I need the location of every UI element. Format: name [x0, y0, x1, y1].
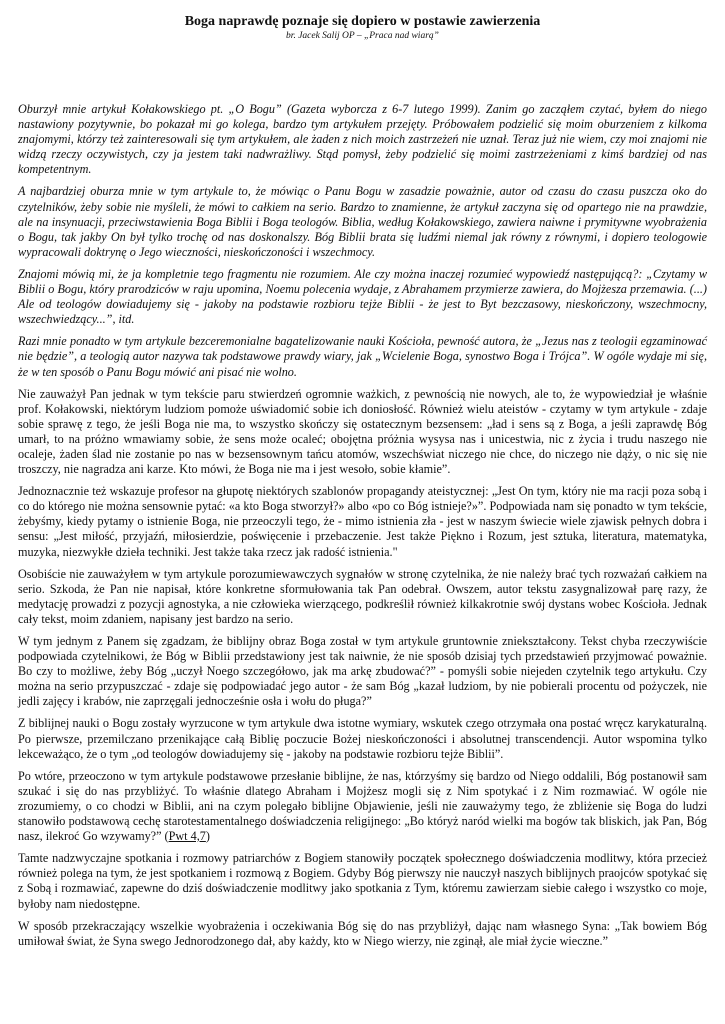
- paragraph-answer-1: Nie zauważył Pan jednak w tym tekście paru stwierdzeń ogromnie ważkich, z pewnością nie nowych, ale to, że wypowiedział je właśnie prof. Kołakowski, niektórym ludziom pomoże uświadomić sobie ich doniosłość. Również wielu ateistów - czytamy w tym artykule - zdaje sobie sprawę z tego, że jeśli Boga nie ma, to wszystko skończy się ostatecznym bezsensem: „ład i sens są z Boga, a jeśli zaprawdę Bóg umarł, to na próżno wmawiamy sobie, że sens może ocaleć; obojętna próżnia wysysa nas i unicestwia, nic z życia i trudu naszego nie ocaleje, żaden ślad nie zostanie po nas w bezsensownym tańcu atomów, wszechświat niczego nie chce, do niczego nie dąży, o nic się nie troszczy, nie nagradza ani karze. Kto mówi, że Boga nie ma i jest wesoło, sobie kłamie”.: [18, 386, 707, 477]
- paragraph-letter-3: Znajomi mówią mi, że ja kompletnie tego fragmentu nie rozumiem. Ale czy można inaczej rozumieć wypowiedź następującą?: „Czytamy w Biblii o Bogu, który prarodziców w raju upomina, Noemu polecenia wydaje, z Abrahamem przymierze zawiera, do Mojżesza przemawia. (...) Ale od teologów dowiadujemy się - jakoby na podstawie rozbioru tejże Biblii - że jest to Byt bezczasowy, nieskończony, wszechmocny, wszechwiedzący...”, itd.: [18, 266, 707, 327]
- paragraph-answer-6: Po wtóre, przeoczono w tym artykule podstawowe przesłanie biblijne, że nas, którzyśmy się bardzo od Niego oddalili, Bóg postanowił sam szukać i się do nas przybliżyć. To właśnie dlatego Abraham i Mojżesz mogli się z Nim spotykać i z Nim rozmawiać. W ogóle nie zrozumiemy, o co chodzi w Biblii, ani na czym polegało biblijne Objawienie, jeśli nie zauważymy tego, że zbliżenie się Boga do ludzi stanowiło podstawową cechę starotestamentalnego doświadczenia religijnego: „Bo któryż naród wielki ma bogów tak bliskich, jak Pan, Bóg nasz, ilekroć Go wzywamy?” (Pwt 4,7): [18, 768, 707, 844]
- paragraph-answer-5: Z biblijnej nauki o Bogu zostały wyrzucone w tym artykule dwa istotne wymiary, wskutek czego otrzymała ona postać wręcz karykaturalną. Po pierwsze, przemilczano przenikające całą Biblię poczucie Bożej nieskończoności i absolutnej transcendencji. Autor wspomina tylko lekceważąco, że o tym „od teologów dowiadujemy się - jakoby na podstawie rozbioru tejże Biblii”.: [18, 716, 707, 761]
- article-title: Boga naprawdę poznaje się dopiero w postawie zawierzenia: [184, 14, 541, 29]
- paragraph-letter-1: Oburzył mnie artykuł Kołakowskiego pt. „O Bogu” (Gazeta wyborcza z 6-7 lutego 1999). Zanim go zacząłem czytać, byłem do niego nastawiony pozytywnie, bo pokazał mi go kolega, bardzo tym artykułem przejęty. Próbowałem podzielić się moim oburzeniem z kilkoma znajomymi, którzy też zainteresowali się tym artykułem, ale żaden z nich moich zastrzeżeń nie uznał. Teraz już nie wiem, czy moi znajomi nie widzą rzeczy oczywistych, czy ja jestem taki nadwrażliwy. Stąd pomysł, żeby podzielić się moimi zastrzeżeniami z kimś bardziej od nas kompetentnym.: [18, 102, 707, 177]
- paragraph-answer-3: Osobiście nie zauważyłem w tym artykule porozumiewawczych sygnałów w stronę czytelnika, że nie należy brać tych rozważań całkiem na serio. Szkoda, że Pan nie napisał, które konkretne sformułowania tak Pan odebrał. Owszem, autor tekstu zasygnalizował parę razy, że medytację prowadzi z pozycji agnostyka, a nie człowieka wierzącego, podkreślił również kilkakrotnie swój dystans wobec Kościoła. Jednak cały tekst, moim zdaniem, napisany jest bardzo na serio.: [18, 566, 707, 626]
- article-author-source: br. Jacek Salij OP – „Praca nad wiarą”: [286, 31, 439, 41]
- bible-reference-link[interactable]: Pwt 4,7: [168, 829, 206, 844]
- paragraph-answer-4: W tym jednym z Panem się zgadzam, że biblijny obraz Boga został w tym artykule gruntownie zniekształcony. Tekst chyba rzeczywiście podpowiada czytelnikowi, że Bóg w Biblii przedstawiony jest tak naiwnie, że nie sposób dzisiaj tych przedstawień przyjmować poważnie. Bo czy to możliwe, żeby Bóg „uczył Noego szczegółowo, jak ma arkę zbudować?” - pomyśli sobie niejeden czytelnik tego artykułu. Czy można na serio przypuszczać - zdaje się podpowiadać jego autor - że sam Bóg „kazał ludziom, by nie pobierali procentu od pożyczek, nie jedli zajęcy i krabów, nie zaprzęgali jednocześnie osła i wołu do pługa?”: [18, 634, 707, 709]
- paragraph-answer-6-text: Po wtóre, przeoczono w tym artykule podstawowe przesłanie biblijne, że nas, którzyśmy się bardzo od Niego oddalili, Bóg postanowił sam szukać i się do nas przybliżyć. To właśnie dlatego Abraham i Mojżesz mogli się z Nim spotykać i z Nim rozmawiać. W ogóle nie zrozumiemy, o co chodzi w Biblii, ani na czym polegało biblijne Objawienie, jeśli nie zauważymy tego, że zbliżenie się Boga do ludzi stanowiło podstawową cechę starotestamentalnego doświadczenia religijnego: „Bo któryż naród wielki ma bogów tak bliskich, jak Pan, Bóg nasz, ilekroć Go wzywamy?”: [18, 768, 707, 844]
- paragraph-letter-4: Razi mnie ponadto w tym artykule bezceremonialne bagatelizowanie nauki Kościoła, pewność autora, że „Jezus nas z teologii egzaminować nie będzie”, a teologią autor nazywa tak podstawowe prawdy wiary, jak „Wcielenie Boga, synostwo Boga i Trójca”. W ogóle wydaje mi się, że w ten sposób o Panu Bogu mówić ani pisać nie wolno.: [18, 334, 707, 379]
- paragraph-letter-2: A najbardziej oburza mnie w tym artykule to, że mówiąc o Panu Bogu w zasadzie poważnie, autor od czasu do czasu puszcza oko do czytelników, żeby sobie nie myśleli, że mówi to całkiem na serio. Bardzo to znamienne, że artykuł zaczyna się od opartego nie na prawdzie, ale na insynuacji, przeciwstawienia Boga Biblii i Boga teologów. Biblia, według Kołakowskiego, zawiera naiwne i prymitywne wyobrażenia o Bogu, tak jakby On był tylko trochę od nas doskonalszy. Bóg Biblii brata się ludźmi niemal jak równy z równymi, i dopiero teologowie wypracowali doktrynę o Jego wieczności, nieskończoności i wszechmocy.: [18, 184, 707, 259]
- paragraph-answer-2: Jednoznacznie też wskazuje profesor na głupotę niektórych szablonów propagandy ateistycznej: „Jest On tym, który nie ma racji poza sobą i co do którego nie można sensownie pytać: «a kto Boga stworzył?» albo «po co Bóg istnieje?»”. Podpowiada nam się ponadto w tym tekście, żebyśmy, kiedy pytamy o istnienie Boga, nie przeoczyli tego, że - mimo istnienia zła - jest w naszym świecie wiele zjawisk pełnych dobra i sensu: „Jest miłość, przyjaźń, miłosierdzie, poświęcenie i przebaczenie. Jest także Piękno i Rozum, jest sztuka, literatura, matematyka, muzyka, niezwykłe dzieła techniki. Jest także taka rzecz jak radość istnienia.": [18, 484, 707, 559]
- paragraph-answer-7: Tamte nadzwyczajne spotkania i rozmowy patriarchów z Bogiem stanowiły początek społecznego doświadczenia modlitwy, która przecież również polega na tym, że jest spotkaniem i rozmową z Bogiem. Gdyby Bóg pierwszy nie nauczył naszych biblijnych praojców spotykać się z Sobą i rozmawiać, zapewne do dziś doświadczenie modlitwy jako spotkania z Tym, któremu zawierzam siebie całego i wszystko co moje, byłoby nam niedostępne.: [18, 851, 707, 911]
- paragraph-answer-8: W sposób przekraczający wszelkie wyobrażenia i oczekiwania Bóg się do nas przybliżył, dając nam własnego Syna: „Tak bowiem Bóg umiłował świat, że Syna swego Jednorodzonego dał, aby każdy, kto w Niego wierzy, nie zginął, ale miał życie wieczne.”: [18, 918, 707, 948]
- article-body: [18, 102, 707, 956]
